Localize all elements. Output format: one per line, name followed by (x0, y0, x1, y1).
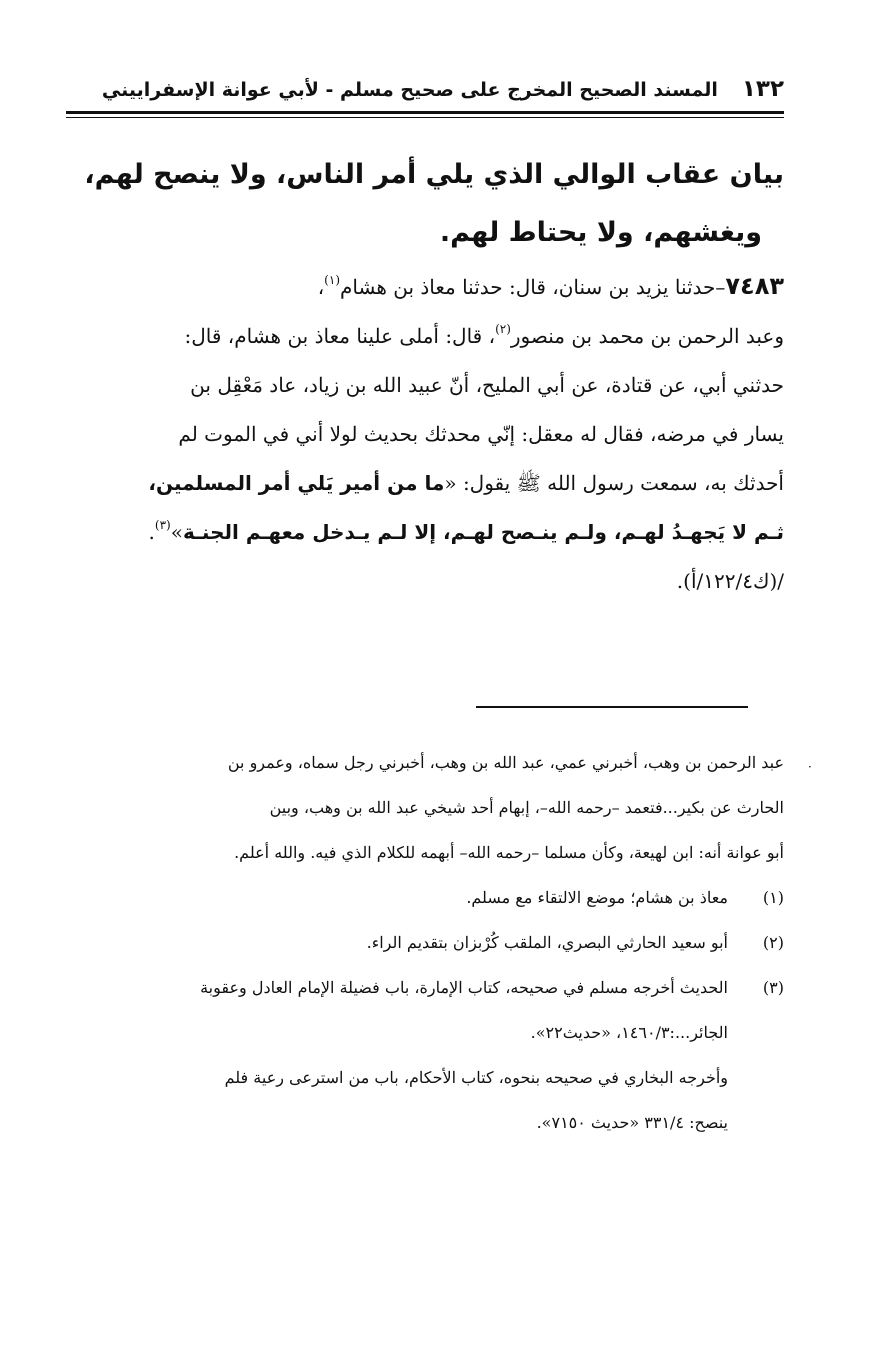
hadith-line-4: يسار في مرضه، فقال له معقل: إنّي محدثك بحديث لولا أني في الموت لم (178, 422, 784, 446)
footnote-continuation-line: الحارث عن بكير...فتعمد –رحمه الله–، إبهام أحد شيخي عبد الله بن وهب، وبين (269, 798, 784, 817)
footnote-text: وأخرجه البخاري في صحيحه بنحوه، كتاب الأحكام، باب من استرعى رعية فلم (224, 1068, 728, 1087)
footnote-text: ينصح: ٣٣١/٤ «حديث ٧١٥٠». (536, 1113, 728, 1132)
hadith-line-2-text: وعبد الرحمن بن محمد بن منصور (510, 324, 784, 348)
header-rule-thin (66, 117, 784, 118)
footnote-ref-3: (٣) (154, 518, 171, 532)
footnote-ref-2: (٢) (495, 322, 511, 336)
hadith-line-5 (64, 459, 784, 508)
hadith-line-6-tail: . (148, 520, 155, 544)
manuscript-reference: /(ك١٢٢/٤/أ). (676, 569, 784, 593)
hadith-line-6 (64, 508, 784, 557)
footnote-marker: (٣) (762, 978, 784, 997)
footnote-2 (64, 920, 784, 965)
hadith-line-2-tail: ، قال: أملى علينا معاذ بن هشام، قال: (184, 324, 496, 348)
footnotes (64, 740, 784, 1145)
hadith-number: ٧٤٨٣ (725, 272, 784, 300)
running-title: المسند الصحيح المخرج على صحيح مسلم - لأبي عوانة الإسفراييني (101, 79, 718, 101)
footnote-text: الحديث أخرجه مسلم في صحيحه، كتاب الإمارة، باب فضيلة الإمام العادل وعقوبة (200, 978, 728, 997)
hadith-text (64, 262, 784, 606)
footnote-continuation-line: عبد الرحمن بن وهب، أخبرني عمي، عبد الله بن وهب، أخبرني رجل سماه، وعمرو بن (227, 753, 784, 772)
footnote-text: أبو سعيد الحارثي البصري، الملقب كُرْبزان بتقديم الراء. (366, 933, 728, 952)
hadith-line-1-text: –حدثنا يزيد بن سنان، قال: حدثنا معاذ بن هشام (340, 275, 726, 299)
prophetic-saying-part-1: ما من أمير يَلي أمر المسلمين، (148, 471, 445, 495)
footnote-continuation-line: أبو عوانة أنه: ابن لهيعة، وكأن مسلما –رحمه الله– أبهمه للكلام الذي فيه. والله أعلم. (234, 843, 784, 862)
chapter-title (80, 146, 784, 262)
stray-dot: · (808, 760, 812, 774)
hadith-line-2 (64, 312, 784, 361)
prophetic-saying-part-2: ثـم لا يَجهـدُ لهـم، ولـم ينـصح لهـم، إلا لـم يـدخل معهـم الجنـة (182, 520, 784, 544)
footnote-ref-1: (١) (324, 273, 340, 287)
quote-close: » (170, 520, 183, 544)
header-rule-thick (66, 111, 784, 114)
footnote-marker: (٢) (762, 933, 784, 952)
chapter-title-line-2: ويغشهم، ولا يحتاط لهم. (439, 217, 762, 248)
chapter-title-line-1: بيان عقاب الوالي الذي يلي أمر الناس، ولا ينصح لهم، (84, 159, 784, 190)
footnote-1 (64, 875, 784, 920)
hadith-line-3: حدثني أبي، عن قتادة، عن أبي المليح، أنّ عبيد الله بن زياد، عاد مَعْقِل بن (190, 373, 784, 397)
footnote-text: معاذ بن هشام؛ موضع الالتقاء مع مسلم. (466, 888, 728, 907)
footnote-marker: (١) (762, 888, 784, 907)
footnote-separator (476, 706, 748, 708)
footnote-text: الجائر...:١٤٦٠/٣، «حديث٢٢». (530, 1023, 728, 1042)
page-number: ١٣٢ (741, 76, 784, 102)
running-header (66, 76, 784, 110)
hadith-line-5-text: أحدثك به، سمعت رسول الله ﷺ يقول: « (444, 471, 784, 495)
hadith-line-1-tail: ، (317, 275, 325, 299)
footnote-3 (64, 965, 784, 1010)
hadith-line-1 (64, 262, 784, 312)
